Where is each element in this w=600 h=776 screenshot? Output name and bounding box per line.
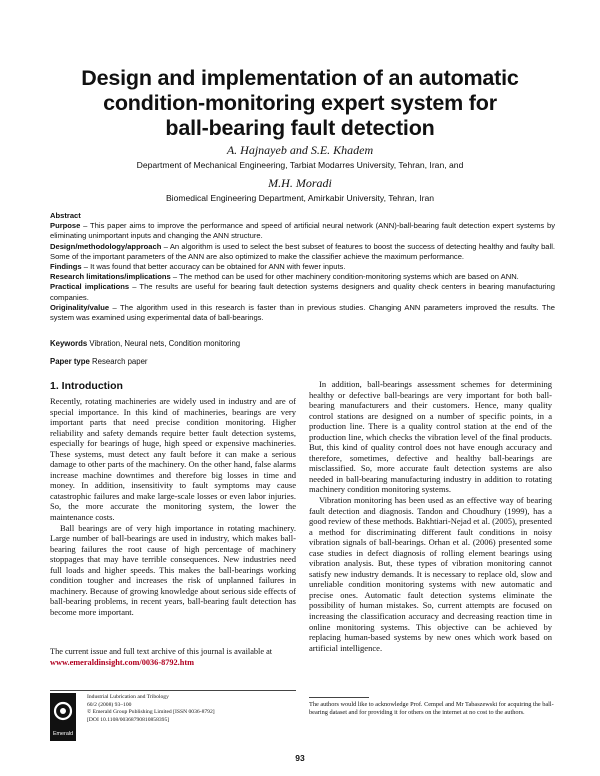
footnote: The authors would like to acknowledge Prof. Cempel and Mr Tabaszewski for acquiring the ball-bearing dataset and for providing it for others on the internet at no cost to the authors. <box>309 701 554 716</box>
title-line: condition-monitoring expert system for <box>103 91 497 115</box>
emerald-logo <box>50 693 76 741</box>
journal-archive-note <box>50 647 296 668</box>
title-line: Design and implementation of an automatic <box>81 66 519 90</box>
journal-note-text: The current issue and full text archive of this journal is available at <box>50 647 273 656</box>
practical-text: – The results are useful for bearing fault detection systems designers and quality check centers in bearing manufacturing companies. <box>50 282 555 302</box>
affiliation-1: Department of Mechanical Engineering, Tarbiat Modarres University, Tehran, Iran, and <box>136 160 464 170</box>
publisher-block <box>50 693 298 745</box>
originality-head: Originality/value <box>50 302 110 312</box>
publisher-info <box>87 694 215 724</box>
paragraph: Recently, rotating machineries are widely used in industry and are of special importance. In this kind of machineries, bearings are very important parts that need precise condition monitoring. Higher reliability and safety demands require better fault detection systems, especially for bearings of huge, high speed or expensive machineries. These systems, must detect any fault before it can make a serious damage to other parts of the machinery. On the other hand, false alarms increase machine downtimes and therefore big losses in time and money. In addition, insensitivity to fault symptoms may cause catastrophic failures and make large-scale losses or even labor injuries. So, the more accurate the monitoring system, the lower the maintenance costs. <box>50 396 296 523</box>
publisher-line: Industrial Lubrication and Tribology <box>87 694 169 700</box>
paper-title <box>40 66 560 141</box>
purpose-head: Purpose <box>50 221 81 231</box>
keywords <box>50 339 240 348</box>
page-number: 93 <box>295 753 305 763</box>
right-column <box>309 379 552 653</box>
publisher-line: 60/2 (2008) 93–100 <box>87 701 132 708</box>
affiliation-2: Biomedical Engineering Department, Amirkabir University, Tehran, Iran <box>165 193 435 203</box>
logo-text: Emerald <box>52 731 74 737</box>
paragraph: Vibration monitoring has been used as an effective way of bearing fault detection and diagnosis. Tandon and Choudhury (1999), has a good review of these methods. Bakhtiari-Nejad et al. (2005), presented a method for discriminating different fault conditions in noisy vibration signals of ball-bearings. Orhan et al. (2006) presented some case studies in defect diagnosis of rolling element bearings using vibration analysis. But, these types of vibration monitoring cannot satisfy new industry demands. It is necessary to replace old, slow and unreliable condition monitoring systems with new automatic and precise ones. Automatic fault detection systems eliminate the possibility of human mistakes. So, current attempts are focused on increasing the classification accuracy and decreasing reaction time in online monitoring systems. This objective can be achieved by replacing human-based systems by new ones which work based on artificial intelligence. <box>309 495 552 653</box>
journal-url-link[interactable]: www.emeraldinsight.com/0036-8792.htm <box>50 657 195 667</box>
divider <box>50 690 296 691</box>
paragraph: In addition, ball-bearings assessment schemes for determining healthy or defective ball-bearings are very important for both ball-bearing manufacturers and their customers. Hence, many quality control stations are designed on a number of specific points, in a production line. There is a quality control station at the end of the production line, which checks the vibration level of the final products. But, this kind of quality control does not have enough accuracy and therefore, sometimes, defective and healthy ball-bearings are misclassified. So, more accurate fault detection systems are also needed in ball-bearing manufacturing industry in addition to rotating machinery condition monitoring systems. <box>309 379 552 495</box>
abstract-heading: Abstract <box>50 211 81 220</box>
authors-2: M.H. Moradi <box>268 176 332 190</box>
purpose-text: – This paper aims to improve the performance and speed of artificial neural network (ANN)-ball-bearing fault detection expert systems by eliminating unimportant inputs and changing the ANN structure. <box>50 221 555 241</box>
keywords-head: Keywords <box>50 339 88 348</box>
design-head: Design/methodology/approach <box>50 241 162 251</box>
paper-type-text: Research paper <box>89 357 148 366</box>
limitations-text: – The method can be used for other machinery condition-monitoring systems which are based on ANN. <box>170 272 519 282</box>
findings-head: Findings <box>50 262 82 272</box>
left-column <box>50 396 296 617</box>
paper-type <box>50 357 148 366</box>
design-text: – An algorithm is used to select the best subset of features to boost the success of detecting healthy and faulty ball. Some of the important parameters of the ANN are also optimized to make the classifier achieve the maximum performance. <box>50 241 555 261</box>
findings-text: – It was found that better accuracy can be obtained for ANN with fewer inputs. <box>81 262 346 272</box>
limitations-head: Research limitations/implications <box>50 272 171 282</box>
publisher-line: © Emerald Group Publishing Limited [ISSN 0036-8792] <box>87 709 215 715</box>
paper-type-head: Paper type <box>50 357 90 366</box>
originality-text: – The algorithm used in this research is faster than in previous studies. Changing ANN parameters improved the results. The system was examined using experimental data of ball-bearings. <box>50 302 555 323</box>
keywords-text: Vibration, Neural nets, Condition monitoring <box>87 339 241 348</box>
footnote-rule <box>309 697 369 698</box>
section-heading-introduction: 1. Introduction <box>50 380 123 392</box>
title-line: ball-bearing fault detection <box>165 116 435 140</box>
abstract <box>50 211 555 323</box>
paragraph: Ball bearings are of very high importance in rotating machinery. Large number of ball-bearings are used in industry, which makes ball-bearing failures the root cause of high percentage of machinery stoppages that may have terrible consequences. New industries need full loads and higher speeds. This makes the ball-bearings working condition tougher and increases the risk of unplanned failures in machinery. Because of growing knowledge about serious side effects of ball-bearing problems, in recent years, ball-bearing fault detection has become more important. <box>50 522 296 617</box>
publisher-line: [DOI 10.1108/00368790810858395] <box>87 716 170 723</box>
practical-head: Practical implications <box>50 282 130 292</box>
authors-1: A. Hajnayeb and S.E. Khadem <box>226 143 374 157</box>
